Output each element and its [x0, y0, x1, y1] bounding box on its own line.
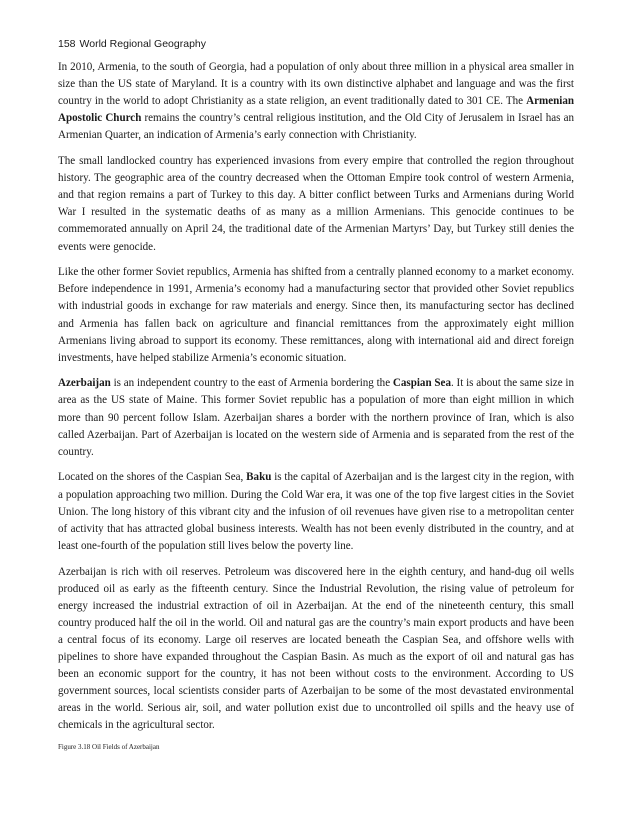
body-text: [58, 59, 574, 734]
paragraph-6: [58, 564, 574, 735]
text-run: is the capital of Azerbaijan and is the largest city in the region, with a population approaching two million. During the Cold War era, it was one of the top five largest cities in the Soviet Union. The long history of this vibrant city and the infusion of oil revenues have given rise to a metropolitan center of activity that has attracted global business interests. Wealth has not been evenly distributed in the country, and at least one-fourth of the population still lives below the poverty line.: [58, 471, 574, 552]
bold-term: Baku: [246, 471, 272, 484]
text-run: . It is about the same size in area as the US state of Maine. This former Soviet republic has a population of more than eight million in which more than 90 percent follow Islam. Azerbaijan shares a border with the northern province of Iran, which is also called Azerbaijan. Part of Azerbaijan is located on the western side of Armenia and is separated from the rest of the country.: [58, 377, 574, 458]
paragraph-4: [58, 375, 574, 460]
text-run: is an independent country to the east of Armenia bordering the: [110, 377, 393, 390]
text-run: Like the other former Soviet republics, Armenia has shifted from a centrally planned economy to a market economy. Before independence in 1991, Armenia’s economy had a manufacturing sector that provided other Soviet republics with industrial goods in exchange for raw materials and energy. Since then, its manufacturing sector has declined and Armenia has fallen back on agriculture and financial remittances from the approximately eight million Armenians living abroad to support its economy. These remittances, along with international aid and direct foreign investments, have helped stabilize Armenia’s economic situation.: [58, 266, 574, 364]
text-run: In 2010, Armenia, to the south of Georgia, had a population of only about three million in a physical area smaller in size than the US state of Maryland. It is a country with its own distinctive alphabet and language and was the first country in the world to adopt Christianity as a state religion, an event traditionally dated to 301 CE. The: [58, 61, 574, 108]
bold-term: Azerbaijan: [58, 377, 111, 390]
figure-caption: Figure 3.18 Oil Fields of Azerbaijan: [58, 743, 160, 752]
text-run: remains the country’s central religious institution, and the Old City of Jerusalem in Israel has an Armenian Quarter, an indication of Armenia’s early connection with Christianity.: [58, 112, 574, 142]
paragraph-2: [58, 153, 574, 256]
text-run: Azerbaijan is rich with oil reserves. Petroleum was discovered here in the eighth century, and hand-dug oil wells produced oil as early as the fifteenth century. Since the Industrial Revolution, the rising value of petroleum for energy increased the industrial extraction of oil in Azerbaijan. At the end of the nineteenth century, this small country produced half the oil in the world. Oil and natural gas are the country’s main export products and have been a central focus of its economy. Large oil reserves are located beneath the Caspian Sea, and offshore wells with pipelines to shore have expanded throughout the Caspian Basin. As much as the export of oil and natural gas has been an economic support for the country, it has not been without costs to the environment. According to US government sources, local scientists consider parts of Azerbaijan to be some of the most devastated environmental areas in the world. Serious air, soil, and water pollution exist due to uncontrolled oil spills and the heavy use of chemicals in the agricultural sector.: [58, 565, 574, 732]
page-number: 158: [58, 38, 76, 50]
bold-term: Armenian Apostolic Church: [58, 95, 574, 125]
paragraph-1: [58, 59, 574, 144]
paragraph-5: [58, 469, 574, 554]
text-run: The small landlocked country has experienced invasions from every empire that controlled the region throughout history. The geographic area of the country decreased when the Ottoman Empire took control of western Armenia, and that region remains a part of Turkey to this day. A bitter conflict between Turks and Armenians during World War I resulted in the systematic deaths of as many as a million Armenians. This genocide continues to be commemorated annually on April 24, the traditional date of the Armenian Martyrs’ Day, but Turkey still denies the events were genocide.: [58, 155, 574, 253]
book-title: World Regional Geography: [79, 38, 206, 50]
document-page: [58, 38, 574, 752]
bold-term: Caspian Sea: [392, 377, 451, 390]
paragraph-3: [58, 264, 574, 367]
text-run: Located on the shores of the Caspian Sea,: [58, 471, 247, 484]
running-header: [58, 38, 574, 51]
